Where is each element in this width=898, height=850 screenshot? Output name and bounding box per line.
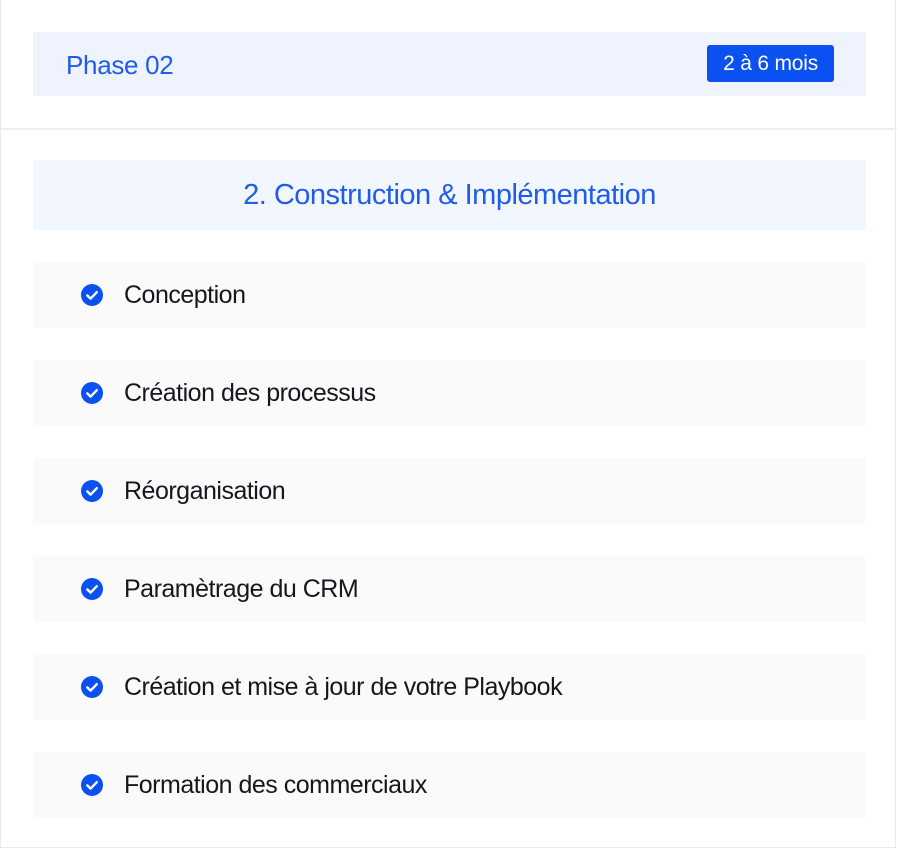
section-title: 2. Construction & Implémentation [243, 179, 656, 211]
divider [1, 128, 897, 130]
check-circle-icon [81, 774, 103, 796]
task-list [33, 262, 866, 850]
task-label: Formation des commerciaux [124, 771, 427, 799]
phase-label: Phase 02 [66, 50, 174, 80]
task-label: Paramètrage du CRM [124, 575, 359, 603]
task-label: Création et mise à jour de votre Playbook [124, 673, 563, 701]
list-item [33, 654, 866, 720]
task-label: Conception [124, 281, 246, 309]
list-item [33, 556, 866, 622]
check-circle-icon [81, 284, 103, 306]
list-item [33, 752, 866, 818]
list-item [33, 262, 866, 328]
check-circle-icon [81, 676, 103, 698]
duration-badge: 2 à 6 mois [707, 45, 834, 82]
phase-header [33, 32, 866, 96]
task-label: Création des processus [124, 379, 376, 407]
section-title-band [33, 160, 866, 230]
check-circle-icon [81, 382, 103, 404]
task-label: Réorganisation [124, 477, 286, 505]
check-circle-icon [81, 480, 103, 502]
list-item [33, 458, 866, 524]
list-item [33, 360, 866, 426]
check-circle-icon [81, 578, 103, 600]
